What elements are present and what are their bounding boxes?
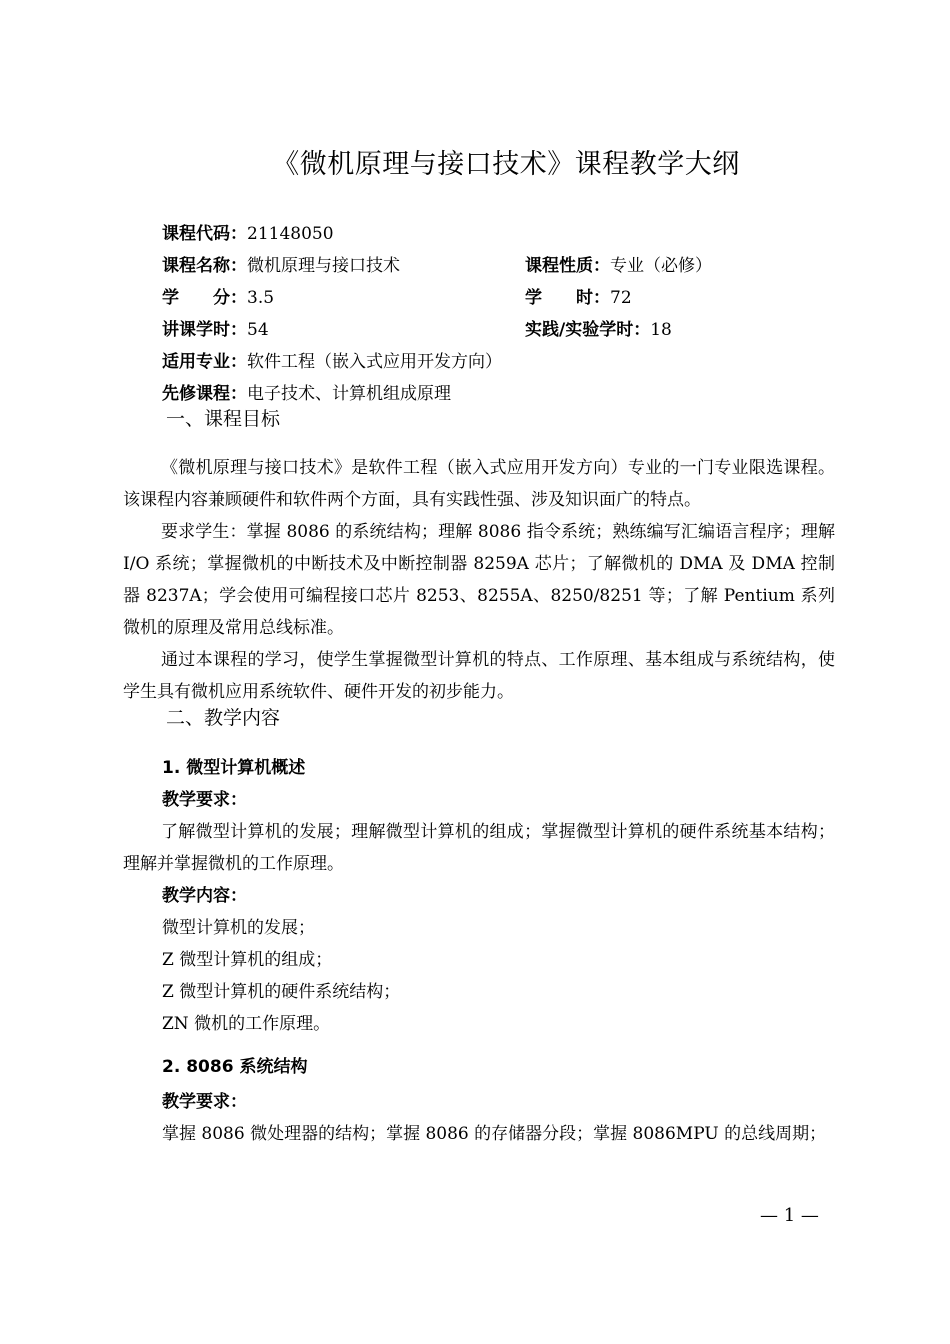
practice-hours-row — [525, 314, 672, 346]
major-row — [162, 346, 502, 378]
course-nature-label: 课程性质： — [525, 256, 610, 276]
hours-value: 72 — [610, 288, 632, 308]
prerequisite-value: 电子技术、计算机组成原理 — [247, 384, 451, 404]
credit-label: 学 分： — [162, 288, 247, 308]
major-value: 软件工程（嵌入式应用开发方向） — [247, 352, 502, 372]
unit-1-requirements-text: 了解微型计算机的发展；理解微型计算机的组成；掌握微型计算机的硬件系统基本结构；理解并掌握微机的工作原理。 — [123, 822, 835, 874]
goals-paragraph-3: 通过本课程的学习，使学生掌握微型计算机的特点、工作原理、基本组成与系统结构，使学生具有微机应用系统软件、硬件开发的初步能力。 — [123, 650, 835, 702]
course-name-row — [162, 250, 400, 282]
document-title: 《微机原理与接口技术》课程教学大纲 — [272, 149, 740, 180]
lecture-hours-row — [162, 314, 269, 346]
unit-2-requirements-text: 掌握 8086 微处理器的结构；掌握 8086 的存储器分段；掌握 8086MPU 的总线周期； — [162, 1124, 827, 1144]
major-label: 适用专业： — [162, 352, 247, 372]
unit-1-title: 1. 微型计算机概述 — [162, 758, 306, 778]
course-code-row — [162, 218, 334, 250]
unit-1-content-item: ZN 微机的工作原理。 — [162, 1014, 331, 1034]
course-name-label: 课程名称： — [162, 256, 247, 276]
unit-1-content-item: Z 微型计算机的硬件系统结构； — [162, 982, 401, 1002]
page-number: — 1 — — [760, 1205, 819, 1226]
course-nature-row — [525, 250, 712, 282]
prerequisite-label: 先修课程： — [162, 384, 247, 404]
lecture-hours-value: 54 — [247, 320, 269, 340]
unit-1-content-item: Z 微型计算机的组成； — [162, 950, 333, 970]
practice-hours-label: 实践/实验学时： — [525, 320, 651, 340]
practice-hours-value: 18 — [650, 320, 672, 340]
unit-1-requirements-label: 教学要求： — [162, 790, 247, 810]
unit-2-requirements-label: 教学要求： — [162, 1092, 247, 1112]
course-code-label: 课程代码： — [162, 224, 247, 244]
course-code-value: 21148050 — [247, 224, 334, 244]
unit-1-content-label: 教学内容： — [162, 886, 247, 906]
course-nature-value: 专业（必修） — [610, 256, 712, 276]
goals-paragraph-2: 要求学生：掌握 8086 的系统结构；理解 8086 指令系统；熟练编写汇编语言程序；理解 I/O 系统；掌握微机的中断技术及中断控制器 8259A 芯片；了解微机的 DMA 及 DMA 控制器 8237A；学会使用可编程接口芯片 8253、8255A、8250/8251 等；了解 Pentium 系列微机的原理及常用总线标准。 — [123, 522, 835, 638]
lecture-hours-label: 讲课学时： — [162, 320, 247, 340]
goals-paragraph-1: 《微机原理与接口技术》是软件工程（嵌入式应用开发方向）专业的一门专业限选课程。该课程内容兼顾硬件和软件两个方面，具有实践性强、涉及知识面广的特点。 — [123, 458, 835, 510]
unit-1-content-item: 微型计算机的发展； — [162, 918, 315, 938]
credit-value: 3.5 — [247, 288, 275, 308]
unit-2-title: 2. 8086 系统结构 — [162, 1057, 308, 1077]
section-heading-goals: 一、课程目标 — [166, 408, 281, 430]
hours-label: 学 时： — [525, 288, 610, 308]
course-name-value: 微机原理与接口技术 — [247, 256, 400, 276]
credit-row — [162, 282, 274, 314]
section-heading-content: 二、教学内容 — [166, 707, 281, 729]
hours-row — [525, 282, 632, 314]
